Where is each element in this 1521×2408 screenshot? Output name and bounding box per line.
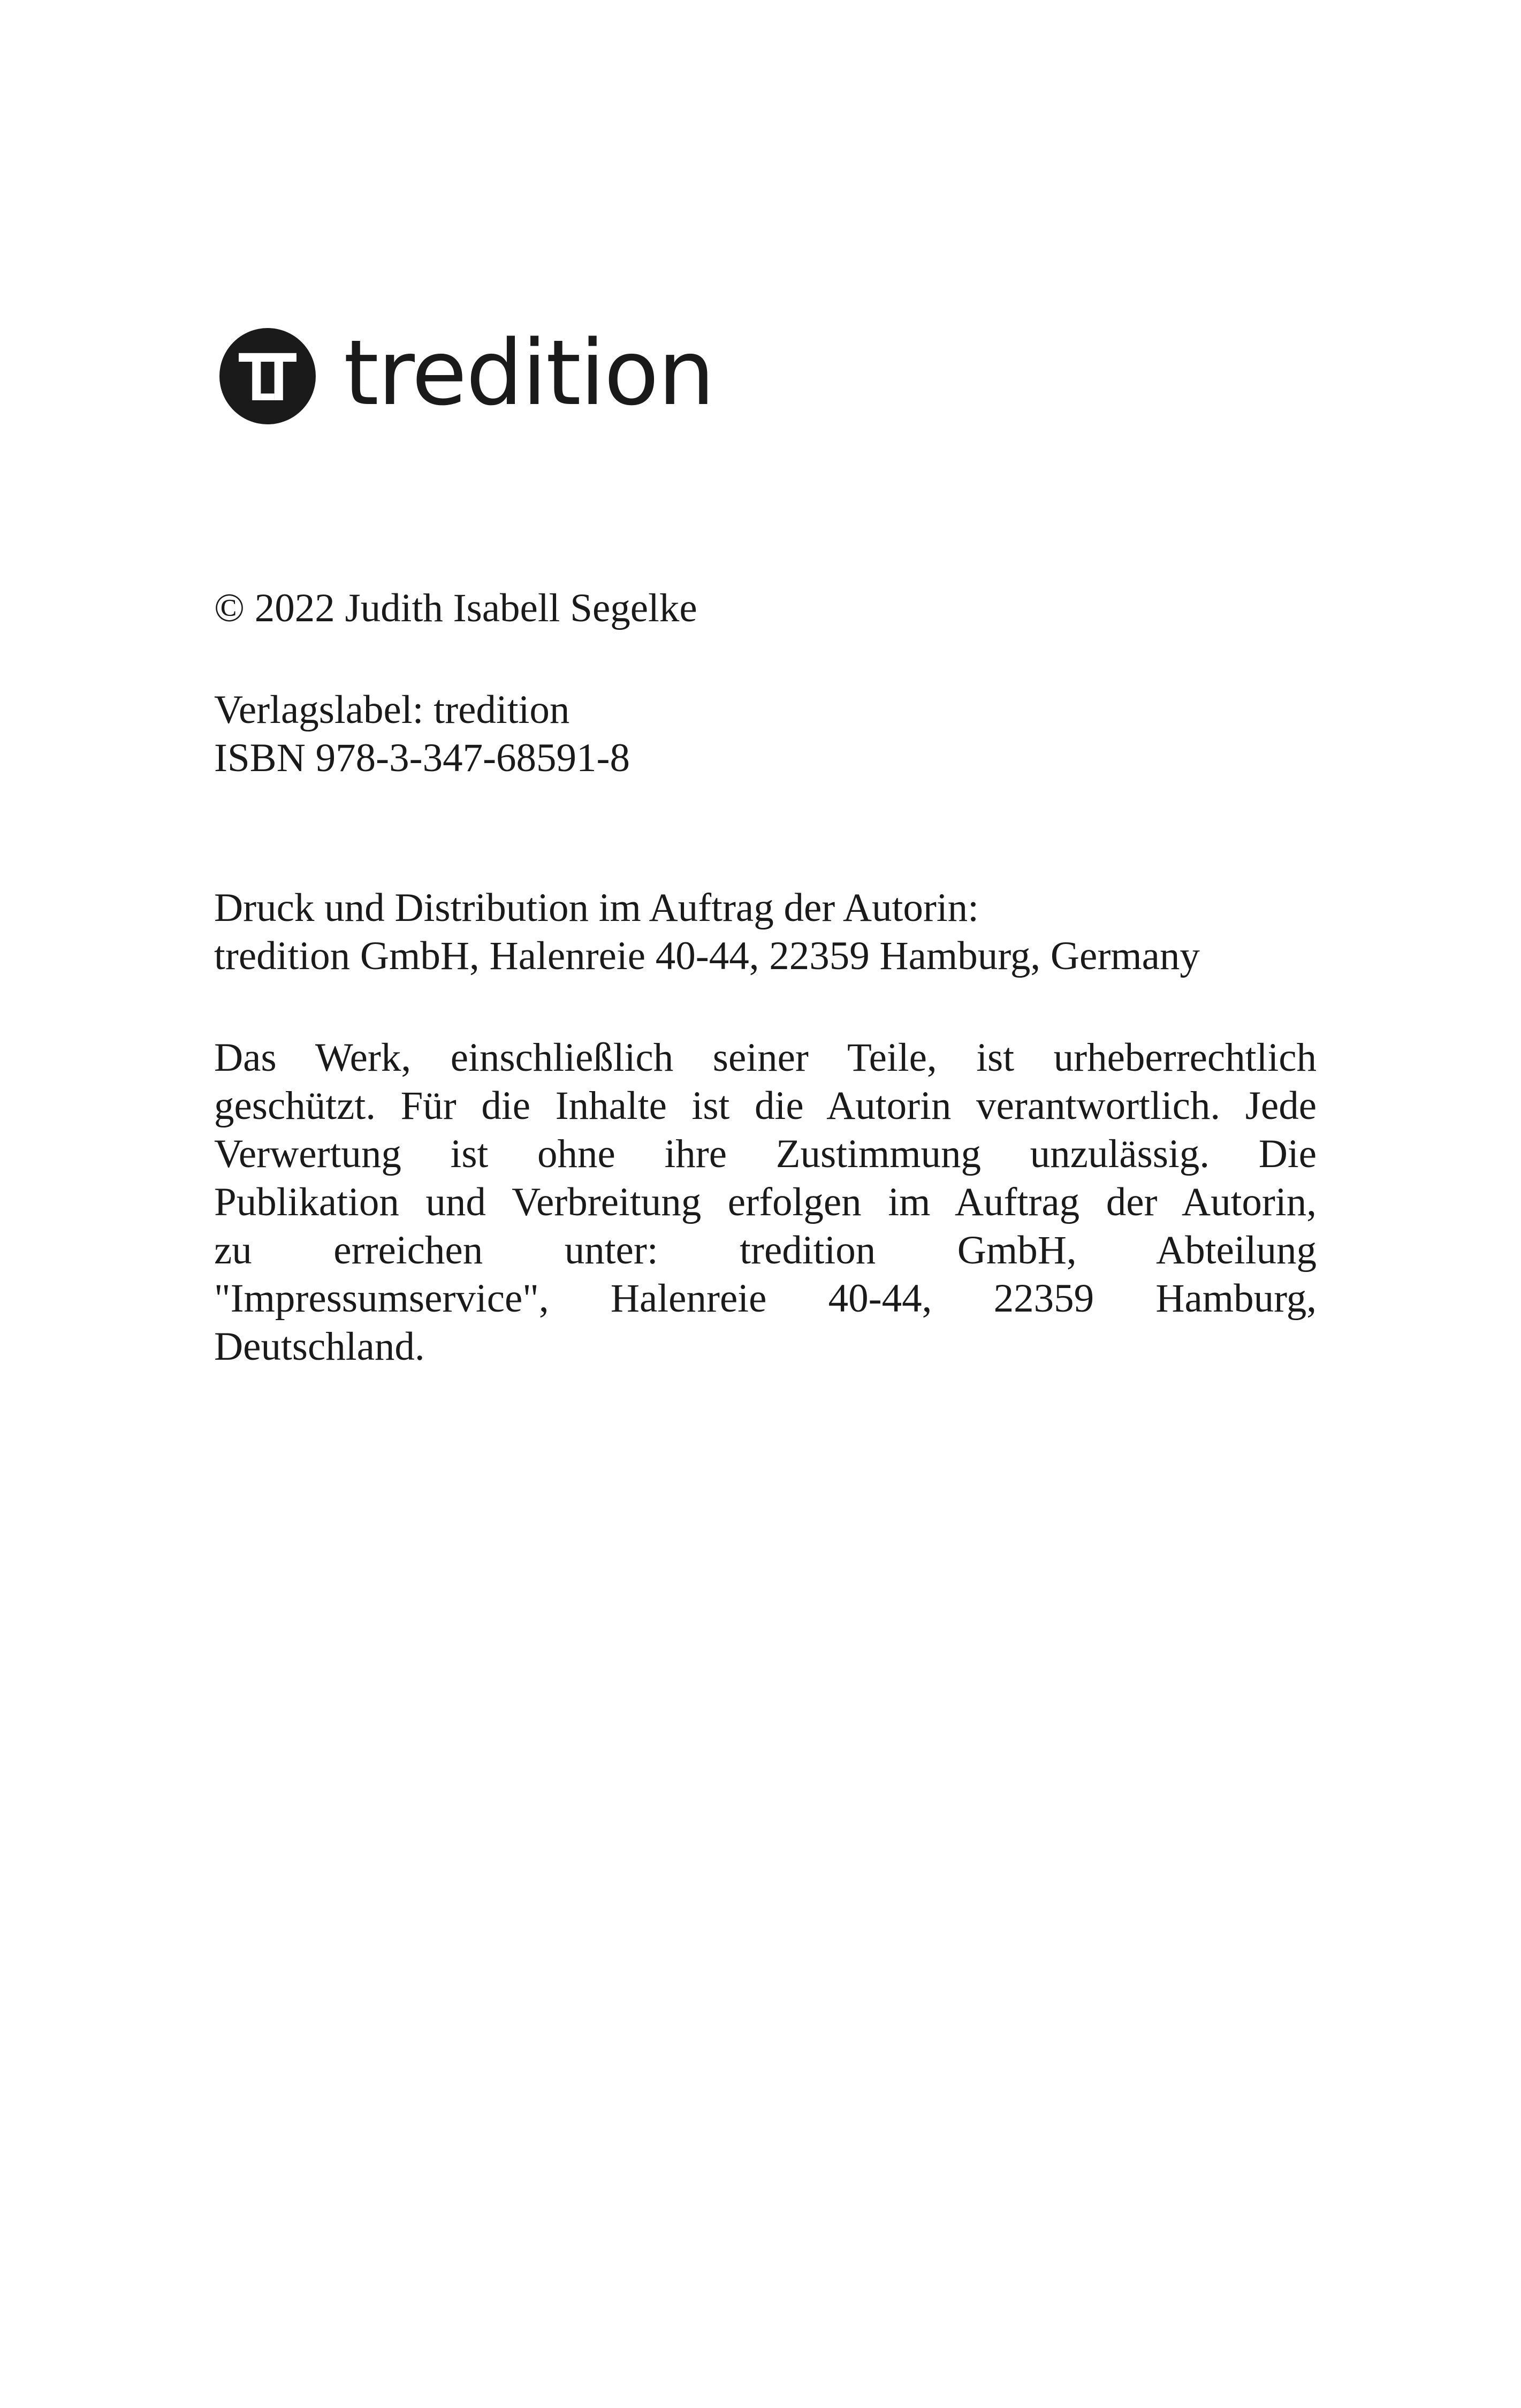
isbn: ISBN 978-3-347-68591-8	[214, 736, 630, 780]
tredition-logo-icon	[219, 328, 316, 424]
legal-line: Deutschland.	[214, 1324, 425, 1369]
legal-line: "Impressumservice", Halenreie 40-44, 22359 Hamburg,	[214, 1276, 1317, 1321]
printing-info	[214, 884, 1317, 980]
printing-line-1: Druck und Distribution im Auftrag der Autorin:	[214, 886, 979, 930]
legal-line: Verwertung ist ohne ihre Zustimmung unzulässig. Die	[214, 1132, 1317, 1176]
logo-wordmark: tredition	[344, 321, 714, 425]
printing-line-2: tredition GmbH, Halenreie 40-44, 22359 Hamburg, Germany	[214, 934, 1200, 978]
publisher-info	[214, 686, 1317, 782]
copyright-text: © 2022 Judith Isabell Segelke	[214, 586, 697, 630]
publisher-logo	[219, 321, 714, 427]
legal-notice	[214, 1034, 1317, 1371]
legal-line: geschützt. Für die Inhalte ist die Autorin verantwortlich. Jede	[214, 1084, 1317, 1128]
copyright-notice	[214, 584, 1317, 633]
legal-line: zu erreichen unter: tredition GmbH, Abteilung	[214, 1228, 1317, 1272]
legal-line: Publikation und Verbreitung erfolgen im Auftrag der Autorin,	[214, 1180, 1317, 1224]
legal-line: Das Werk, einschließlich seiner Teile, ist urheberrechtlich	[214, 1035, 1317, 1080]
publisher-label: Verlagslabel: tredition	[214, 688, 570, 732]
